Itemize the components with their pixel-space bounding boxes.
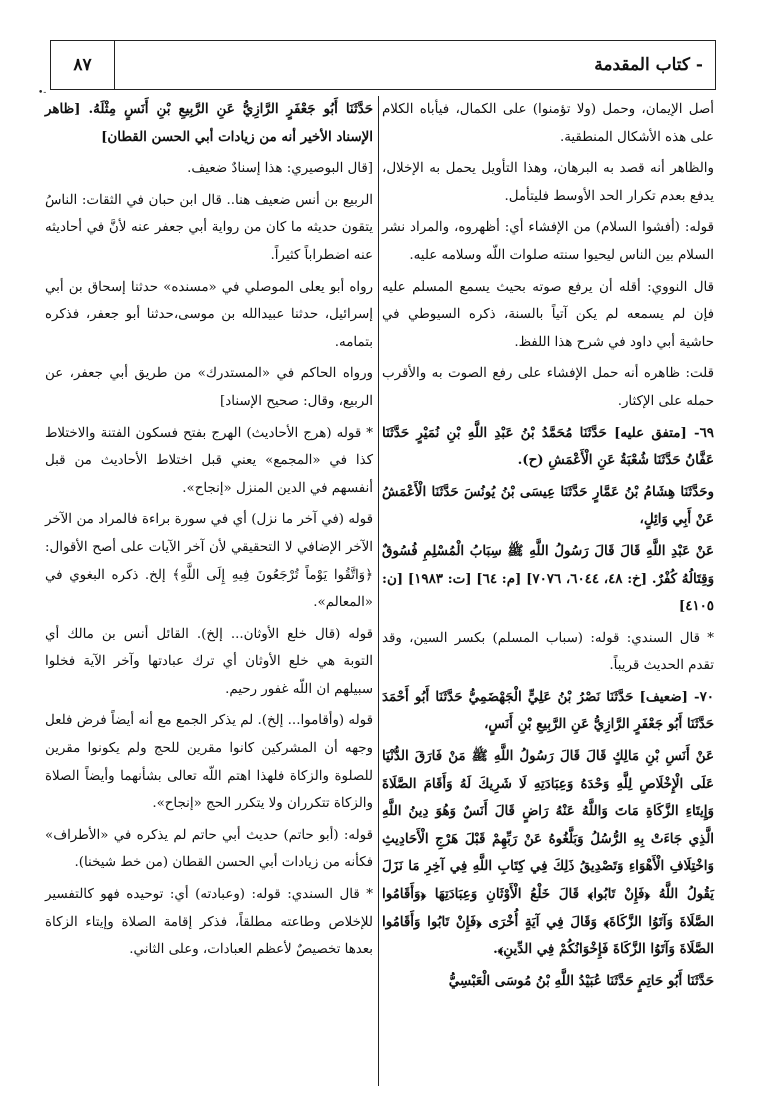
paragraph: قوله (وأقاموا... إلخ). لم يذكر الجمع مع أنه أيضاً فرض فلعل وجهه أن المشركين كانوا مقرين للحج ولم يكونوا مقرين للصلوة والزكاة فلهذا اهتم اللّه تعالى بشأنهما وأيضاً الصلاة والزكاة تتكرران ولا يتكرر الحج «إنجاح».: [45, 713, 373, 812]
hadith-70-text: عَنْ أَنَسِ بْنِ مَالِكٍ قَالَ قَالَ رَسُولُ اللَّهِ ﷺ مَنْ فَارَقَ الدُّنْيَا عَلَى الْإِخْلَاصِ لِلَّهِ وَحْدَهُ وَعِبَادَتِهِ لَا شَرِيكَ لَهُ وَأَقَامَ الصَّلَاةَ وَإِيتَاءِ الزَّكَاةِ مَاتَ وَاللَّهُ عَنْهُ رَاضٍ قَالَ أَنَسٌ وَهُوَ دِينُ اللَّهِ الَّذِي جَاءَتْ بِهِ الرُّسُلُ وَبَلَّغُوهُ عَنْ رَبِّهِمْ قَبْلَ هَرْجِ الْأَحَادِيثِ وَاخْتِلَافِ الْأَهْوَاءِ وَتَصْدِيقُ ذَلِكَ فِي كِتَابِ اللَّهِ فِي آخِرِ مَا نَزَلَ يَقُولُ اللَّهُ ﴿فَإِنْ تَابُوا﴾ قَالَ خَلْعُ الْأَوْثَانِ وَعِبَادَتِهَا ﴿وَأَقَامُوا الصَّلَاةَ وَآتَوُا الزَّكَاةَ﴾ وَقَالَ فِي آيَةٍ أُخْرَى ﴿فَإِنْ تَابُوا وَأَقَامُوا الصَّلَاةَ وَآتَوُا الزَّكَاةَ فَإِخْوَانُكُمْ فِي الدِّينِ﴾.: [382, 748, 714, 958]
paragraph: أصل الإيمان، وحمل (ولا تؤمنوا) على الكمال، فيأباه الكلام على هذه الأشكال المنطقية.: [382, 102, 714, 145]
paragraph: والظاهر أنه قصد به البرهان، وهذا التأويل يحمل به الإخلال، يدفع بعدم تكرار الحد الأوسط فليتأمل.: [382, 161, 714, 204]
paragraph: ورواه الحاكم في «المستدرك» من طريق أبي جعفر، عن الربيع، وقال: صحيح الإسناد]: [45, 366, 373, 409]
hadith-70-chain-2: حَدَّثَنَا أَبُو حَاتِمٍ حَدَّثَنَا عُبَيْدُ اللَّهِ بْنُ مُوسَى الْعَبْسِيُّ: [448, 972, 714, 989]
paragraph: قوله (قال خلع الأوثان... إلخ). القائل أنس بن مالك أي التوبة هي خلع الأوثان أي ترك عبادتها وآخر الآية فخلوا سبيلهم ان اللّه غفور رحيم.: [45, 626, 373, 697]
paragraph: قوله (في آخر ما نزل) أي في سورة براءة فالمراد من الآخر الآخر الإضافي لا التحقيقي لأن آخر الآيات على أصح الأقوال: ﴿وَاتَّقُوا يَوْماً تُرْجَعُونَ فِيهِ إِلَى اللَّهِ﴾ إلخ. ذكره البغوي في «المعالم».: [45, 512, 373, 611]
left-column: [45, 96, 373, 968]
paragraph: * قال السندي: قوله: (وعبادته) أي: توحيده فهو كالتفسير للإخلاص وطاعته مطلقاً، فذكر إقامة الصلاة وإيتاء الزكاة بعدها تخصيصٌ لأعظم العبادات، وعلى الثاني.: [45, 887, 373, 958]
right-column: [382, 96, 714, 999]
column-divider: [378, 96, 379, 1086]
paragraph: قلت: ظاهره أنه حمل الإفشاء على رفع الصوت به والأقرب حمله على الإكثار.: [382, 366, 714, 409]
hadith-69-chain-2: وحَدَّثَنَا هِشَامُ بْنُ عَمَّارٍ حَدَّثَنَا عِيسَى بْنُ يُونُسَ حَدَّثَنَا الْأَعْمَشُ عَنْ أَبِي وَائِلٍ،: [382, 483, 714, 528]
paragraph: الربيع بن أنس ضعيف هنا.. قال ابن حبان في الثقات: الناسُ يتقون حديثه ما كان من رواية أبي جعفر عنه لأنَّ في أحاديثه عنه اضطراباً كثيراً.: [45, 192, 373, 263]
hadith-69-chain: ٦٩- [متفق عليه] حَدَّثَنَا مُحَمَّدُ بْنُ عَبْدِ اللَّهِ بْنِ نُمَيْرٍ حَدَّثَنَا عَفَّانُ حَدَّثَنَا شُعْبَةُ عَنِ الْأَعْمَشِ (ح).: [382, 424, 714, 469]
hadith-chain-continuation: حَدَّثَنَا أَبُو جَعْفَرٍ الرَّازِيُّ عَنِ الرَّبِيعِ بْنِ أَنَسٍ مِثْلَهُ. [ظاهر الإسناد الأخير أنه من زيادات أبي الحسن القطان]: [45, 101, 373, 145]
paragraph: [قال البوصيري: هذا إسنادٌ ضعيف.: [187, 161, 373, 177]
paragraph: رواه أبو يعلى الموصلي في «مسنده» حدثنا إسحاق بن أبي إسرائيل، حدثنا عبيدالله بن موسى،حدثنا أبو جعفر، فذكره بتمامه.: [45, 279, 373, 350]
paragraph: قوله: (أفشوا السلام) من الإفشاء أي: أظهروه، والمراد نشر السلام بين الناس ليحيوا سنته صلوات اللّه وسلامه عليه.: [382, 220, 714, 263]
page-number: ٨٧: [51, 41, 115, 89]
page-header: [50, 40, 716, 90]
paragraph: قوله: (أبو حاتم) حديث أبي حاتم لم يذكره في «الأطراف» فكأنه من زيادات أبي الحسن القطان (من خط شيخنا).: [45, 827, 373, 871]
hadith-70-chain: ٧٠- [ضعيف] حَدَّثَنَا نَصْرُ بْنُ عَلِيٍّ الْجَهْضَمِيُّ حَدَّثَنَا أَبُو أَحْمَدَ حَدَّثَنَا أَبُو جَعْفَرٍ الرَّازِيُّ عَنِ الرَّبِيعِ بْنِ أَنَسٍ،: [382, 688, 714, 733]
hadith-69-text: عَنْ عَبْدِ اللَّهِ قَالَ قَالَ رَسُولُ اللَّهِ ﷺ سِبَابُ الْمُسْلِمِ فُسُوقٌ وَقِتَالُهُ كُفْرٌ. [خ: ٤٨، ٦٠٤٤، ٧٠٧٦] [م: ٦٤] [ت: ١٩٨٣] [ن: ٤١٠٥]: [382, 542, 715, 615]
paragraph: * قوله (هرج الأحاديث) الهرج بفتح فسكون الفتنة والاختلاط كذا في «المجمع» يعني قبل اختلاط الأحاديث من قبل أنفسهم في الدين المنزل «إنجاح».: [45, 425, 373, 496]
margin-marker: •-: [38, 88, 47, 98]
chapter-title: - كتاب المقدمة: [594, 55, 703, 75]
paragraph: قال النووي: أقله أن يرفع صوته بحيث يسمع المسلم عليه فإن لم يسمعه لم يكن آتياً بالسنة، ذكره السيوطي في حاشية أبي داود في شرح هذا اللفظ.: [382, 279, 714, 350]
paragraph: * قال السندي: قوله: (سباب المسلم) بكسر السين، وقد تقدم الحديث قريباً.: [382, 630, 714, 674]
